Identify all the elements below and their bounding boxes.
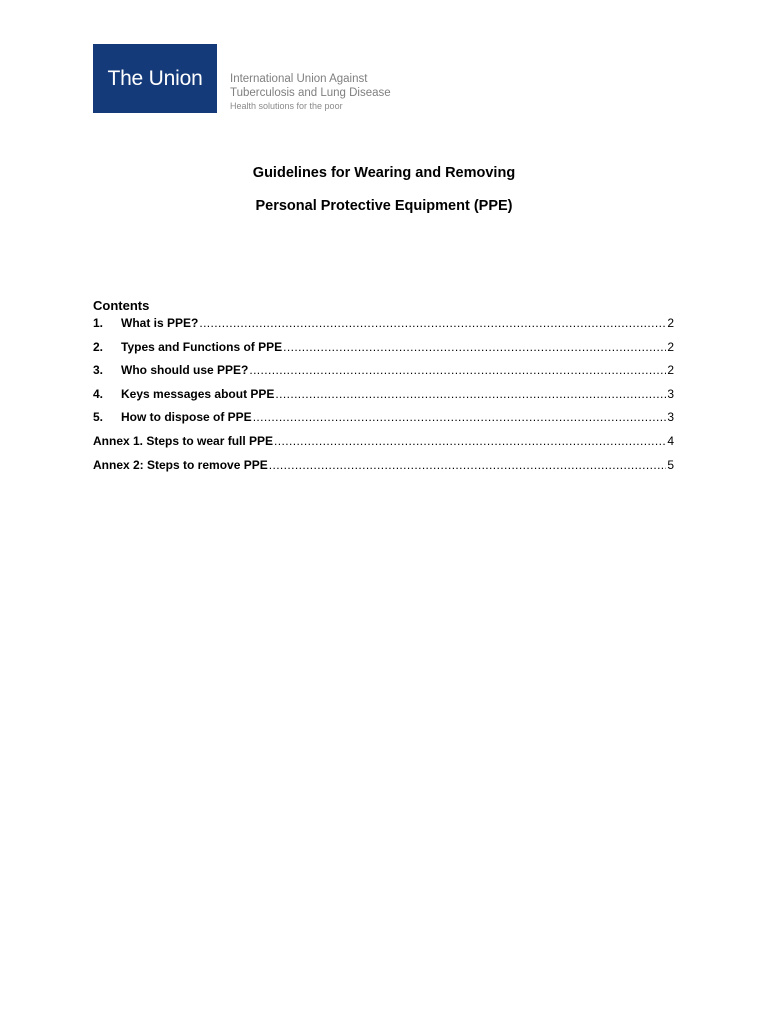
toc-entry-number: 3. (93, 363, 104, 378)
toc-entry-page: 2 (667, 363, 674, 378)
toc-leader-dots (274, 433, 666, 449)
header (93, 44, 391, 113)
toc-entry-annex-1[interactable] (93, 433, 674, 449)
toc-entry-number: 5. (93, 410, 104, 425)
toc-entry-page: 5 (667, 457, 674, 472)
toc-leader-dots (253, 409, 667, 425)
title-line-2: Personal Protective Equipment (PPE) (255, 198, 513, 214)
toc-entry-number: 1. (93, 316, 104, 330)
org-name-line-2: Tuberculosis and Lung Disease (230, 87, 391, 99)
toc-entry-label: Annex 1. Steps to wear full PPE (93, 433, 274, 448)
toc-entry-number: 4. (93, 386, 104, 401)
toc-leader-dots (249, 362, 666, 378)
toc-entry-dispose[interactable] (93, 409, 674, 425)
title-line-1: Guidelines for Wearing and Removing (252, 165, 516, 181)
toc-leader-dots (283, 339, 666, 355)
toc-entry-label: How to dispose of PPE (121, 410, 252, 425)
toc-entry-label: What is PPE? (121, 316, 199, 330)
logo-text: The Union (107, 66, 203, 90)
toc-entry-types-and-functions[interactable] (93, 339, 674, 355)
organization-name (230, 44, 391, 113)
toc-entry-page: 3 (667, 386, 674, 401)
toc-entry-page: 2 (667, 339, 674, 354)
toc-entry-label: Keys messages about PPE (121, 386, 275, 401)
toc-entry-page: 3 (667, 410, 674, 425)
contents-heading: Contents (93, 298, 150, 313)
toc-entry-number: 2. (93, 339, 104, 354)
toc-list (93, 315, 674, 473)
org-name-line-1: International Union Against (230, 73, 368, 85)
toc-leader-dots (269, 457, 667, 473)
toc-entry-label: Types and Functions of PPE (121, 339, 283, 354)
document-title (0, 162, 768, 217)
toc-entry-what-is-ppe[interactable] (93, 315, 674, 331)
org-tagline: Health solutions for the poor (230, 101, 343, 111)
table-of-contents (93, 297, 674, 473)
toc-entry-key-messages[interactable] (93, 386, 674, 402)
toc-entry-who-should-use[interactable] (93, 362, 674, 378)
toc-entry-page: 2 (667, 316, 674, 330)
toc-entry-page: 4 (667, 433, 674, 448)
toc-leader-dots (199, 315, 666, 331)
toc-leader-dots (275, 386, 666, 402)
toc-entry-label: Who should use PPE? (121, 363, 249, 378)
union-logo (93, 44, 217, 113)
toc-entry-annex-2[interactable] (93, 457, 674, 473)
toc-entry-label: Annex 2: Steps to remove PPE (93, 457, 268, 472)
